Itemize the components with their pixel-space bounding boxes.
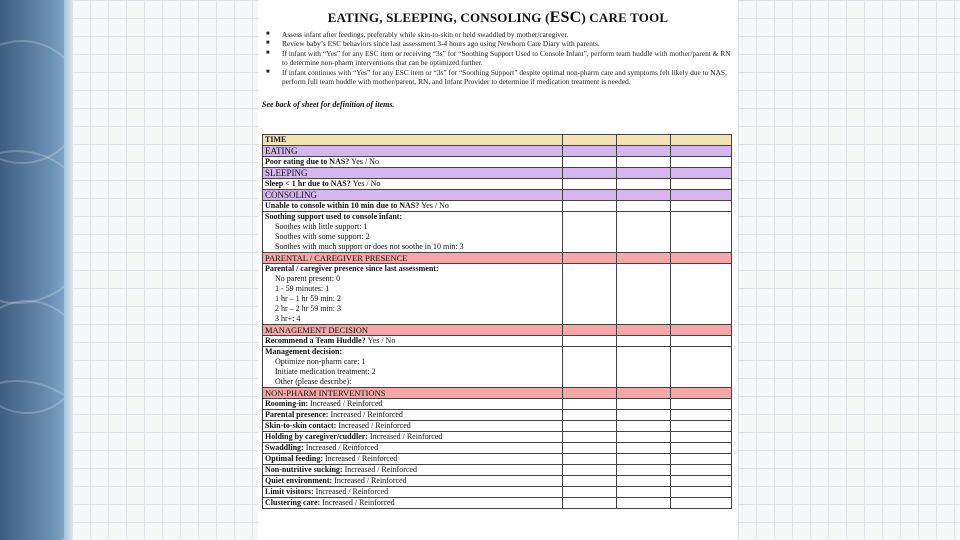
time-cell-3[interactable]	[671, 135, 732, 146]
nonpharm-cell[interactable]	[617, 498, 671, 509]
eating-cell-2[interactable]	[617, 157, 671, 168]
nonpharm-cell[interactable]	[617, 399, 671, 410]
sleeping-section-header	[263, 168, 732, 179]
management-header: MANAGEMENT DECISION	[263, 325, 563, 336]
nonpharm-label: Holding by caregiver/cuddler:	[265, 432, 368, 441]
eating-cell-1[interactable]	[563, 157, 617, 168]
team-huddle-row	[263, 336, 732, 347]
eating-header: EATING	[263, 146, 563, 157]
nonpharm-row	[263, 465, 732, 476]
nonpharm-cell[interactable]	[617, 410, 671, 421]
huddle-cell-3[interactable]	[671, 336, 732, 347]
nonpharm-label: Clustering care:	[265, 498, 321, 507]
decision-option: Initiate medication treatment: 2	[275, 367, 376, 376]
nonpharm-row	[263, 410, 732, 421]
soothing-cell-2[interactable]	[617, 212, 671, 253]
eating-question: Poor eating due to NAS?	[265, 157, 350, 166]
instructions-list	[258, 30, 738, 86]
nonpharm-options: Increased / Reinforced	[344, 465, 417, 474]
consoling-header: CONSOLING	[263, 190, 563, 201]
soothing-option: Soothes with some support: 2	[275, 232, 370, 241]
nonpharm-label: Skin-to-skin contact:	[265, 421, 337, 430]
sleeping-cell-3[interactable]	[671, 179, 732, 190]
nonpharm-cell[interactable]	[671, 399, 732, 410]
nonpharm-options: Increased / Reinforced	[325, 454, 398, 463]
nonpharm-options: Increased / Reinforced	[334, 476, 407, 485]
instruction-item: ■ Assess infant after feedings, preferably while skin-to-skin or held swaddled by mother/caregiver.	[264, 30, 732, 39]
nonpharm-cell[interactable]	[671, 498, 732, 509]
parental-option: 1 hr – 1 hr 59 min: 2	[275, 294, 341, 303]
assessment-table	[262, 134, 732, 509]
decision-option: Optimize non-pharm care: 1	[275, 357, 366, 366]
nonpharm-cell[interactable]	[617, 487, 671, 498]
consoling-question: Unable to console within 10 min due to NAS?	[265, 201, 420, 210]
nonpharm-cell[interactable]	[563, 421, 617, 432]
decision-cell-1[interactable]	[563, 347, 617, 388]
consoling-section-header	[263, 190, 732, 201]
decision-option: Other (please describe):	[275, 377, 352, 386]
consoling-cell-3[interactable]	[671, 201, 732, 212]
nonpharm-cell[interactable]	[671, 443, 732, 454]
eating-row	[263, 157, 732, 168]
consoling-options: Yes / No	[421, 201, 449, 210]
eating-cell-3[interactable]	[671, 157, 732, 168]
sleeping-question: Sleep < 1 hr due to NAS?	[265, 179, 351, 188]
see-back-note: See back of sheet for definition of items.	[262, 100, 395, 110]
nonpharm-options: Increased / Reinforced	[310, 399, 383, 408]
nonpharm-cell[interactable]	[617, 443, 671, 454]
nonpharm-cell[interactable]	[617, 476, 671, 487]
nonpharm-cell[interactable]	[563, 454, 617, 465]
huddle-question: Recommend a Team Huddle?	[265, 336, 366, 345]
parental-option: 3 hr+: 4	[275, 314, 301, 323]
nonpharm-label: Swaddling:	[265, 443, 304, 452]
nonpharm-row	[263, 421, 732, 432]
nonpharm-cell[interactable]	[563, 443, 617, 454]
nonpharm-cell[interactable]	[563, 465, 617, 476]
nonpharm-cell[interactable]	[563, 410, 617, 421]
huddle-cell-2[interactable]	[617, 336, 671, 347]
nonpharm-options: Increased / Reinforced	[338, 421, 411, 430]
nonpharm-cell[interactable]	[563, 487, 617, 498]
nonpharm-label: Optimal feeding:	[265, 454, 323, 463]
parental-cell-1[interactable]	[563, 264, 617, 325]
soothing-support-label: Soothing support used to console infant:	[265, 212, 403, 221]
consoling-cell-2[interactable]	[617, 201, 671, 212]
nonpharm-options: Increased / Reinforced	[315, 487, 389, 496]
nonpharm-cell[interactable]	[671, 476, 732, 487]
nonpharm-cell[interactable]	[563, 399, 617, 410]
slide-sidebar-decoration	[0, 0, 72, 540]
soothing-option: Soothes with much support or does not soothe in 10 min: 3	[275, 242, 464, 251]
nonpharm-options: Increased / Reinforced	[305, 443, 379, 452]
parental-section-header	[263, 253, 732, 264]
nonpharm-label: Limit visitors:	[265, 487, 314, 496]
nonpharm-cell[interactable]	[671, 410, 732, 421]
time-cell-1[interactable]	[563, 135, 617, 146]
instruction-item: ■ If infant with “Yes” for any ESC item or receiving “3s” for “Soothing Support Used to Console Infant”, perform team huddle with mother/parent & RN to determine non-pharm interventions that can be optimized further.	[264, 49, 732, 68]
nonpharm-options: Increased / Reinforced	[322, 498, 395, 507]
nonpharm-cell[interactable]	[671, 465, 732, 476]
sleeping-row	[263, 179, 732, 190]
huddle-options: Yes / No	[367, 336, 396, 345]
nonpharm-options: Increased / Reinforced	[330, 410, 403, 419]
instruction-item: ■ If infant continues with “Yes” for any ESC item or “3s” for “Soothing Support” despite optimal non-pharm care and symptoms felt likely due to NAS, perform full team huddle with mother/parent, RN, and Infant Provider to determine if medication treatment is needed.	[264, 68, 732, 87]
parental-option: 2 hr – 2 hr 59 min: 3	[275, 304, 341, 313]
parental-cell-2[interactable]	[617, 264, 671, 325]
nonpharm-label: Non-nutritive sucking:	[265, 465, 343, 474]
huddle-cell-1[interactable]	[563, 336, 617, 347]
management-decision-row	[263, 347, 732, 388]
nonpharm-cell[interactable]	[671, 432, 732, 443]
nonpharm-cell[interactable]	[671, 421, 732, 432]
parental-header: PARENTAL / CAREGIVER PRESENCE	[263, 253, 563, 264]
nonpharm-row	[263, 476, 732, 487]
nonpharm-section-header	[263, 388, 732, 399]
time-header-row	[263, 135, 732, 146]
nonpharm-options: Increased / Reinforced	[369, 432, 443, 441]
nonpharm-cell[interactable]	[617, 454, 671, 465]
sleeping-options: Yes / No	[352, 179, 381, 188]
parental-presence-row	[263, 264, 732, 325]
decision-label: Management decision:	[265, 347, 343, 356]
soothing-option: Soothes with little support: 1	[275, 222, 368, 231]
nonpharm-label: Rooming-in:	[265, 399, 309, 408]
soothing-cell-3[interactable]	[671, 212, 732, 253]
nonpharm-row	[263, 432, 732, 443]
sleeping-cell-1[interactable]	[563, 179, 617, 190]
decision-cell-2[interactable]	[617, 347, 671, 388]
parental-question: Parental / caregiver presence since last assessment:	[265, 264, 439, 273]
eating-options: Yes / No	[351, 157, 379, 166]
sleeping-cell-2[interactable]	[617, 179, 671, 190]
nonpharm-label: Parental presence:	[265, 410, 329, 419]
parental-option: No parent present: 0	[275, 274, 341, 283]
time-label: TIME	[263, 135, 563, 146]
parental-cell-3[interactable]	[671, 264, 732, 325]
document-title: EATING, SLEEPING, CONSOLING (ESC) CARE TOOL	[327, 9, 669, 26]
nonpharm-row	[263, 443, 732, 454]
instruction-item: ■ Review baby’s ESC behaviors since last assessment 3-4 hours ago using Newborn Care Diary with parents.	[264, 39, 732, 48]
sleeping-header: SLEEPING	[263, 168, 563, 179]
consoling-row	[263, 201, 732, 212]
nonpharm-cell[interactable]	[671, 487, 732, 498]
nonpharm-cell[interactable]	[563, 432, 617, 443]
consoling-cell-1[interactable]	[563, 201, 617, 212]
nonpharm-cell[interactable]	[563, 476, 617, 487]
nonpharm-cell[interactable]	[617, 432, 671, 443]
management-section-header	[263, 325, 732, 336]
soothing-cell-1[interactable]	[563, 212, 617, 253]
nonpharm-row	[263, 399, 732, 410]
nonpharm-label: Quiet environment:	[265, 476, 333, 485]
nonpharm-cell[interactable]	[617, 465, 671, 476]
soothing-support-row	[263, 212, 732, 253]
decision-cell-3[interactable]	[671, 347, 732, 388]
nonpharm-row	[263, 454, 732, 465]
nonpharm-header: NON-PHARM INTERVENTIONS	[263, 388, 563, 399]
nonpharm-cell[interactable]	[563, 498, 617, 509]
eating-section-header	[263, 146, 732, 157]
nonpharm-cell[interactable]	[617, 421, 671, 432]
parental-option: 1 - 59 minutes: 1	[275, 284, 330, 293]
nonpharm-row	[263, 487, 732, 498]
nonpharm-row	[263, 498, 732, 509]
nonpharm-cell[interactable]	[671, 454, 732, 465]
time-cell-2[interactable]	[617, 135, 671, 146]
